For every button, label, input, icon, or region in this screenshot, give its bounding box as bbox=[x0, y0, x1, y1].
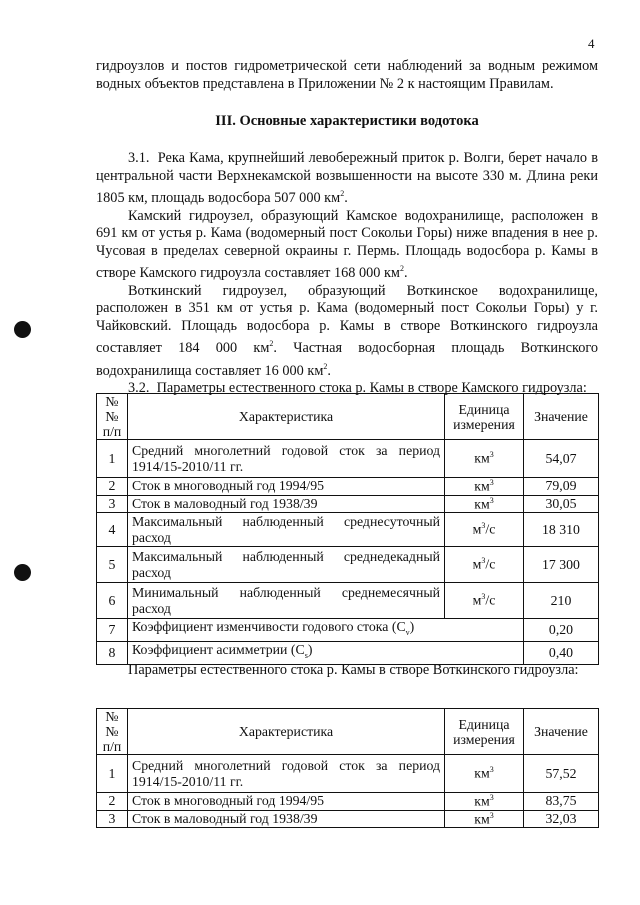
header-number: №№ п/п bbox=[97, 709, 128, 755]
intro-text: гидроузлов и постов гидрометрической сети наблюдений за водным режимом водных объектов представлена в Приложении № 2 к настоящим Правилам. bbox=[96, 58, 598, 92]
unit-cell: $км^3$ bbox=[445, 810, 524, 828]
table-row: 3 Сток в маловодный год 1938/39 $км^3$ 32,03 bbox=[97, 810, 599, 828]
votkinsk-flow-table bbox=[96, 708, 599, 828]
table-row: 2 Сток в многоводный год 1994/95 $км^3$ 79,09 bbox=[97, 478, 599, 496]
header-number: №№ п/п bbox=[97, 394, 128, 440]
table-row: 4 Максимальный наблюденный среднесуточный расход $м^3/с$ 18 310 bbox=[97, 513, 599, 547]
header-value: Значение bbox=[524, 394, 599, 440]
unit-cell: $м^3/с$ bbox=[445, 513, 524, 547]
page-number: 4 bbox=[588, 36, 595, 51]
unit-cell: $км^3$ bbox=[445, 478, 524, 496]
paragraph-3-1: 3.1. Река Кама, крупнейший левобережный приток р. Волги, берет начало в центральной части Верхнекамской возвышенности на высоте 330 м. Длина реки 1805 км, площадь водосбора 507 000 $км^2$. bbox=[96, 150, 598, 206]
header-unit: Единица измерения bbox=[445, 394, 524, 440]
table-row: 8 Коэффициент асимметрии $(C_s)$ 0,40 bbox=[97, 641, 599, 664]
intro-paragraph bbox=[96, 58, 598, 93]
table-header-row bbox=[97, 394, 599, 440]
table-row: 3 Сток в маловодный год 1938/39 $км^3$ 30,05 bbox=[97, 495, 599, 513]
table-row: 5 Максимальный наблюденный среднедекадный расход $м^3/с$ 17 300 bbox=[97, 547, 599, 583]
kama-flow-table bbox=[96, 393, 599, 665]
table-row: 2 Сток в многоводный год 1994/95 $км^3$ 83,75 bbox=[97, 793, 599, 811]
unit-cell: $км^3$ bbox=[445, 755, 524, 793]
header-unit: Единица измерения bbox=[445, 709, 524, 755]
paragraph-3-2: 3.2. Параметры естественного стока р. Камы в створе Камского гидроузла: bbox=[128, 380, 587, 397]
section-heading: III. Основные характеристики водотока bbox=[215, 113, 479, 129]
header-characteristic: Характеристика bbox=[128, 709, 445, 755]
table-row: 7 Коэффициент изменчивости годового стока $(C_v)$ 0,20 bbox=[97, 619, 599, 642]
table-row: 6 Минимальный наблюденный среднемесячный расход $м^3/с$ 210 bbox=[97, 583, 599, 619]
unit-cell: $м^3/с$ bbox=[445, 583, 524, 619]
header-characteristic: Характеристика bbox=[128, 394, 445, 440]
table-row: 1 Средний многолетний годовой сток за период 1914/15-2010/11 гг. $км^3$ 57,52 bbox=[97, 755, 599, 793]
unit-cell: $км^3$ bbox=[445, 793, 524, 811]
punch-hole-mark bbox=[14, 564, 31, 581]
votkinsk-params-intro: Параметры естественного стока р. Камы в створе Воткинского гидроузла: bbox=[128, 662, 579, 678]
table-row: 1 Средний многолетний годовой сток за период 1914/15-2010/11 гг. $км^3$ 54,07 bbox=[97, 440, 599, 478]
unit-cell: $км^3$ bbox=[445, 495, 524, 513]
unit-cell: $м^3/с$ bbox=[445, 547, 524, 583]
unit-cell: $км^3$ bbox=[445, 440, 524, 478]
paragraph-kama-dam: Камский гидроузел, образующий Камское водохранилище, расположен в 691 км от устья р. Кама (водомерный пост Сокольи Горы) ниже впадения в нее р. Чусовая в пределах северной окраины г. Пермь. Площадь водосбора р. Камы в створе Камского гидроузла составляет 168 000 $км^2$. bbox=[96, 207, 598, 282]
header-value: Значение bbox=[524, 709, 599, 755]
paragraph-votkinsk-dam: Воткинский гидроузел, образующий Воткинское водохранилище, расположен в 351 км от устья р. Кама (водомерный пост Сокольи Горы) у г. Чайковский. Площадь водосбора р. Камы в створе Воткинского гидроузла составляет 184 000 $км^2$. Частная водосборная площадь Воткинского водохранилища составляет 16 000 $км^2$. bbox=[96, 282, 599, 379]
section-body bbox=[96, 150, 598, 398]
table-header-row bbox=[97, 709, 599, 755]
punch-hole-mark bbox=[14, 321, 31, 338]
